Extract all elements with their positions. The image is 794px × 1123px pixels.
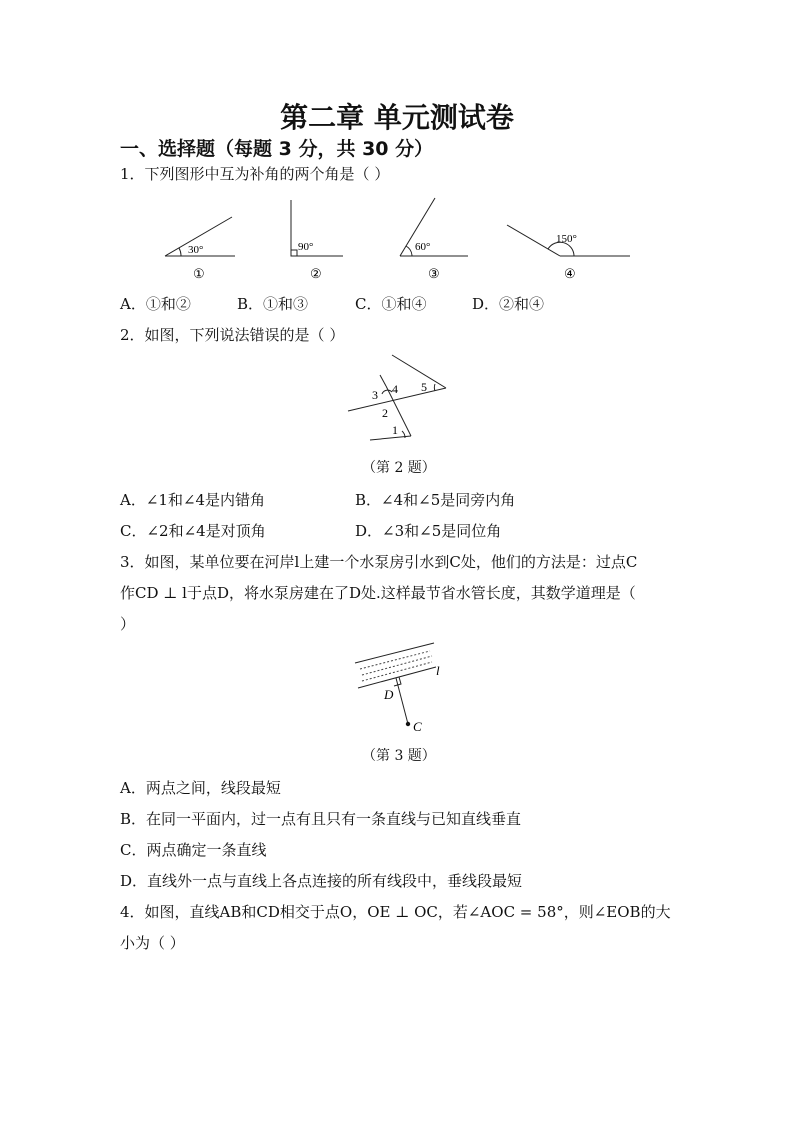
question-3-stem-line-1: 3．如图，某单位要在河岸l上建一个水泵房引水到C处，他们的方法是：过点C: [120, 553, 638, 571]
q3-option-c: C．两点确定一条直线: [120, 841, 267, 859]
q1-option-b: B．①和③: [237, 295, 309, 313]
q1-option-a: A．①和②: [120, 295, 191, 313]
figure-angle-90: [291, 200, 343, 281]
question-3-figure: [350, 635, 450, 740]
figure-caption-1: ①: [193, 266, 205, 281]
section-heading: 一、选择题（每题 3 分，共 30 分）: [120, 138, 434, 160]
figure-caption-4: ④: [564, 266, 576, 281]
q2-option-d: D．∠3和∠5是同位角: [355, 522, 502, 540]
page-title: 第二章 单元测试卷: [280, 101, 514, 134]
angle-label-5: 5: [421, 380, 427, 394]
question-1-stem: 1．下列图形中互为补角的两个角是（ ）: [120, 165, 390, 183]
figure-caption-2: ②: [310, 266, 322, 281]
question-2-stem: 2．如图，下列说法错误的是（ ）: [120, 326, 345, 344]
question-4-stem-line-1: 4．如图，直线AB和CD相交于点O，OE ⊥ OC，若∠AOC = 58°，则∠EOB的大: [120, 903, 671, 921]
point-c-label: C: [413, 719, 422, 734]
question-1-figures: [150, 190, 650, 286]
q3-option-d: D．直线外一点与直线上各点连接的所有线段中，垂线段最短: [120, 872, 523, 890]
question-3-stem-line-2: 作CD ⊥ l于点D，将水泵房建在了D处.这样最节省水管长度，其数学道理是（: [120, 584, 636, 602]
figure-caption-3: ③: [428, 266, 440, 281]
angle-label-30: 30°: [188, 244, 204, 256]
angle-label-150: 150°: [556, 233, 577, 245]
q1-option-d: D．②和④: [472, 295, 545, 313]
angle-label-3: 3: [372, 388, 378, 402]
q2-option-b: B．∠4和∠5是同旁内角: [355, 491, 516, 509]
q3-option-a: A．两点之间，线段最短: [120, 779, 281, 797]
q3-option-b: B．在同一平面内，过一点有且只有一条直线与已知直线垂直: [120, 810, 522, 828]
angle-label-4: 4: [392, 382, 398, 396]
question-4-stem-line-2: 小为（ ）: [120, 934, 185, 952]
question-2-figure: [340, 350, 460, 450]
river-line-label: l: [436, 663, 440, 678]
figure-angle-30: [165, 217, 235, 281]
q1-option-c: C．①和④: [355, 295, 427, 313]
angle-label-2: 2: [382, 406, 388, 420]
figure-angle-60: [400, 198, 468, 281]
angle-label-1: 1: [392, 423, 398, 437]
question-3-stem-line-3: ）: [120, 615, 136, 633]
figure-angle-150: [507, 225, 630, 281]
angle-label-90: 90°: [298, 241, 314, 253]
q2-option-c: C．∠2和∠4是对顶角: [120, 522, 266, 540]
question-2-caption: （第 2 题）: [362, 460, 436, 476]
question-3-caption: （第 3 题）: [362, 748, 436, 764]
angle-label-60: 60°: [415, 241, 431, 253]
q2-option-a: A．∠1和∠4是内错角: [120, 491, 266, 509]
foot-point-label: D: [384, 687, 394, 702]
